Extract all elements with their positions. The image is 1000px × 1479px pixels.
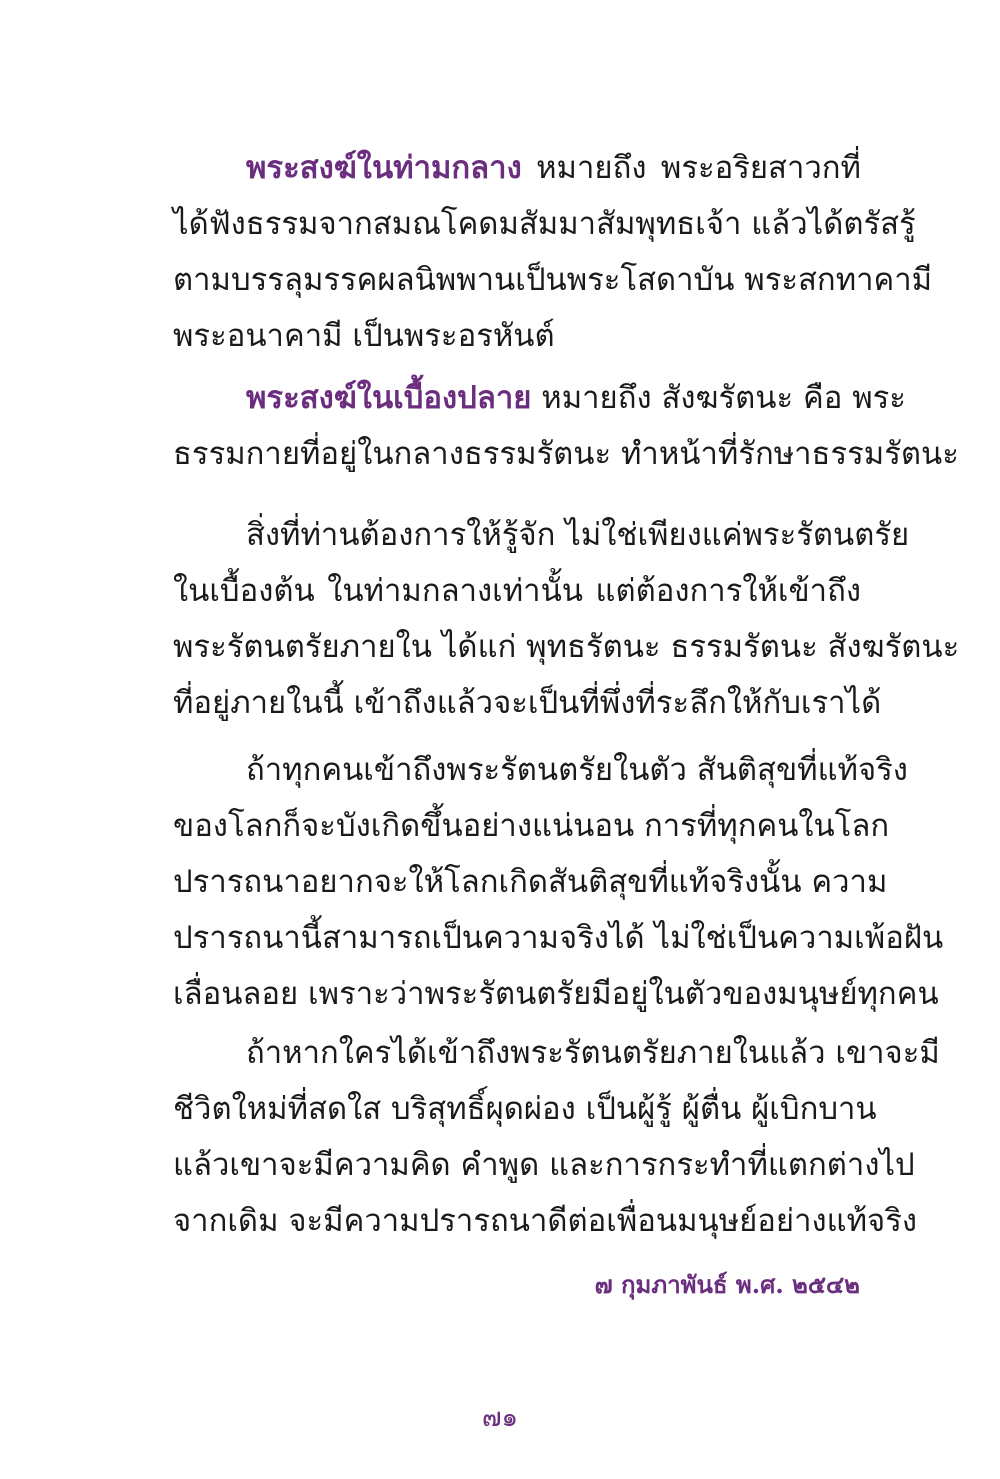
date-line: ๗ กุมภาพันธ์ พ.ศ. ๒๕๔๒ <box>594 1270 860 1299</box>
section-end <box>173 370 959 482</box>
text-line: สิ่งที่ท่านต้องการให้รู้จัก ไม่ใช่เพียงแค่พระรัตนตรัย <box>246 517 910 553</box>
text-line: ที่อยู่ภายในนี้ เข้าถึงแล้วจะเป็นที่พึ่งที่ระลึกให้กับเราได้ <box>173 685 882 721</box>
text-line: เลื่อนลอย เพราะว่าพระรัตนตรัยมีอยู่ในตัวของมนุษย์ทุกคน <box>173 976 939 1012</box>
text-line: ในเบื้องต้น ในท่ามกลางเท่านั้น แต่ต้องการให้เข้าถึง <box>173 573 861 609</box>
text-line: จากเดิม จะมีความปรารถนาดีต่อเพื่อนมนุษย์อย่างแท้จริง <box>173 1203 917 1239</box>
text-line: พระอนาคามี เป็นพระอรหันต์ <box>173 318 555 354</box>
section-heading: พระสงฆ์ในเบื้องปลาย <box>246 380 532 416</box>
section-middle <box>173 140 933 364</box>
section-heading: พระสงฆ์ในท่ามกลาง <box>246 150 522 186</box>
paragraph <box>173 507 960 731</box>
paragraph <box>173 742 944 1022</box>
text-line: ธรรมกายที่อยู่ในกลางธรรมรัตนะ ทำหน้าที่รักษาธรรมรัตนะ <box>173 436 959 472</box>
text-line: แล้วเขาจะมีความคิด คำพูด และการกระทำที่แตกต่างไป <box>173 1147 915 1183</box>
paragraph <box>173 1025 940 1249</box>
text-line: ได้ฟังธรรมจากสมณโคดมสัมมาสัมพุทธเจ้า แล้วได้ตรัสรู้ <box>173 206 916 242</box>
text-line <box>173 140 861 196</box>
text-line: ปรารถนาอยากจะให้โลกเกิดสันติสุขที่แท้จริงนั้น ความ <box>173 864 888 900</box>
text-line: ถ้าทุกคนเข้าถึงพระรัตนตรัยในตัว สันติสุขที่แท้จริง <box>246 752 908 788</box>
text-line: ของโลกก็จะบังเกิดขึ้นอย่างแน่นอน การที่ทุกคนในโลก <box>173 808 890 844</box>
text-line <box>173 370 906 426</box>
text-line: ถ้าหากใครได้เข้าถึงพระรัตนตรัยภายในแล้ว เขาจะมี <box>246 1035 940 1071</box>
text-fragment: หมายถึง สังฆรัตนะ คือ พระ <box>531 380 906 416</box>
page-number: ๗๑ <box>481 1403 519 1433</box>
text-line: ตามบรรลุมรรคผลนิพพานเป็นพระโสดาบัน พระสกทาคามี <box>173 262 933 298</box>
text-line: ชีวิตใหม่ที่สดใส บริสุทธิ์ผุดผ่อง เป็นผู้รู้ ผู้ตื่น ผู้เบิกบาน <box>173 1091 877 1127</box>
text-line: พระรัตนตรัยภายใน ได้แก่ พุทธรัตนะ ธรรมรัตนะ สังฆรัตนะ <box>173 629 960 665</box>
text-line: ปรารถนานี้สามารถเป็นความจริงได้ ไม่ใช่เป็นความเพ้อฝัน <box>173 920 944 956</box>
text-fragment: หมายถึง พระอริยสาวกที่ <box>521 150 861 186</box>
